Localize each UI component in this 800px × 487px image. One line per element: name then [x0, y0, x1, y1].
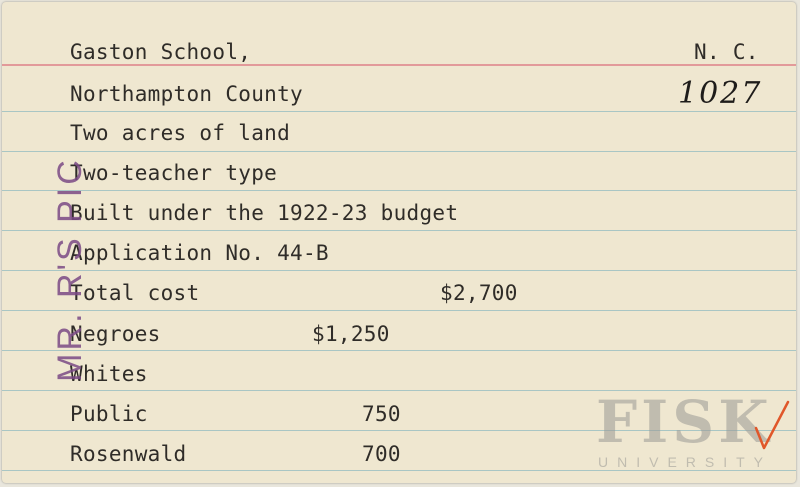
rule-line: [2, 111, 796, 112]
total-cost-value: $2,700: [440, 281, 518, 305]
rule-line: [2, 151, 796, 152]
rosenwald-label: Rosenwald: [70, 442, 187, 466]
check-mark-icon: [752, 398, 792, 454]
negroes-label: Negroes: [70, 322, 161, 346]
header-rule: [2, 64, 796, 66]
total-cost-label: Total cost: [70, 281, 200, 305]
card-number: 1027: [678, 76, 763, 111]
state-label: N. C.: [694, 40, 759, 64]
land-line: Two acres of land: [70, 121, 291, 145]
rule-line: [2, 350, 796, 351]
public-label: Public: [70, 402, 148, 426]
rule-line: [2, 230, 796, 231]
rule-line: [2, 190, 796, 191]
index-card: [2, 2, 796, 483]
rubber-stamp: MR. R'S PIC: [50, 157, 89, 382]
type-line: Two-teacher type: [70, 161, 278, 185]
rule-line: [2, 310, 796, 311]
rule-line: [2, 270, 796, 271]
rosenwald-value: 700: [362, 442, 401, 466]
public-value: 750: [362, 402, 401, 426]
school-name: Gaston School,: [70, 40, 252, 64]
budget-line: Built under the 1922-23 budget: [70, 201, 459, 225]
county-line: Northampton County: [70, 82, 303, 106]
negroes-value: $1,250: [312, 322, 390, 346]
application-line: Application No. 44-B: [70, 241, 329, 265]
whites-label: Whites: [70, 362, 148, 386]
watermark-word: FISK: [596, 388, 773, 456]
watermark-subtitle: UNIVERSITY: [598, 454, 773, 470]
